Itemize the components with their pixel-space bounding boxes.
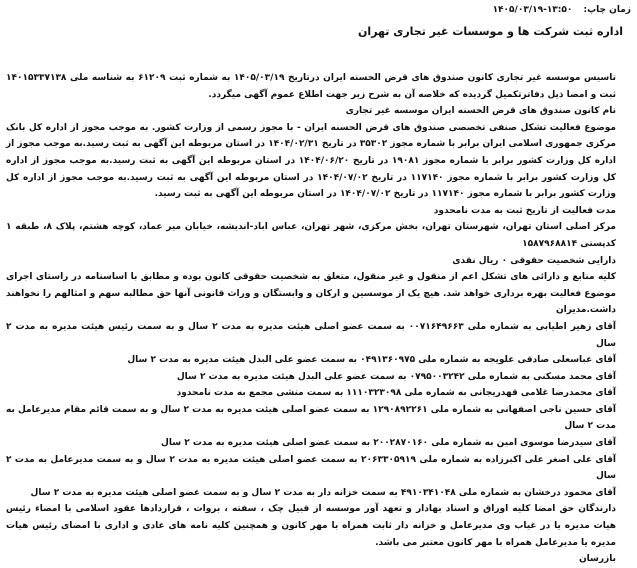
print-datetime: ۱۴۰۵/۰۳/۱۹-۱۳:۵۰ <box>492 5 573 15</box>
line-establishment: تاسیس موسسه غیر تجاری کانون صندوق های قرض الحسنه ایران درتاریخ ۱۴۰۵/۰۳/۱۹ به شماره ثبت ۶۱۲۰۹ به شناسه ملی ۱۴۰۱۵۳۳۷۱۳۸ ثبت و امضا ذیل دفاترتکمیل گردیده که خلاصه آن به شرح زیر جهت اطلاع عموم آگهی میگردد. <box>6 73 616 100</box>
line-manager-2: آقای عباسعلی صادقی علویجه به شماره ملی ۰۴۹۱۳۶۰۹۷۵ به سمت عضو علی البدل هیئت مدیره به مدت ۲ سال <box>127 355 616 366</box>
announcement-body <box>6 70 616 568</box>
line-head-office: مرکز اصلی استان تهران، شهرستان تهران، بخش مرکزی، شهر تهران، عباس اباد-اندیشه، خیابان میر عماد، کوچه هشتم، پلاک ۸، طبقه ۱ کدپستی ۱۵۸۷۹۶۸۸۱۴ <box>6 222 616 249</box>
line-inspectors: بازرسان <box>578 554 616 565</box>
office-title: اداره ثبت شرکت ها و موسسات غیر تجاری تهران <box>358 25 623 38</box>
line-name: نام کانون صندوق های قرض الحسنه ایران موسسه غیر تجاری <box>345 106 616 117</box>
line-manager-5: آقای حسین ناجی اصفهانی به شماره ملی ۱۲۹۰۸۹۲۲۶۱ به سمت عضو اصلی هیئت مدیره به مدت ۲ سال و به سمت قائم مقام مدیرعامل به مدت ۲ سال <box>6 404 616 432</box>
line-activity-subject: موضوع فعالیت تشکل صنفی تخصصی صندوق های قرض الحسنه ایران - با مجوز رسمی از وزارت کشور. به موجب مجوز از اداره کل بانک مرکزی جمهوری اسلامی ایران برابر با شماره مجوز ۳۵۳۰۲ در تاریخ ۱۴۰۴/۰۲/۳۱ در استان مربوطه این آگهی به ثبت رسید.به موجب مجوز از اداره کل وزارت کشور برابر با شماره مجوز ۱۹۰۸۱ در تاریخ ۱۴۰۴/۰۶/۲۰ در استان مربوطه این آگهی به ثبت رسید.به موجب مجوز از اداره کل وزارت کشور برابر با شماره مجوز ۱۱۷۱۴۰ در تاریخ ۱۴۰۴/۰۷/۰۲ در استان مربوطه این آگهی به ثبت رسید.به موجب مجوز از اداره کل وزارت کشور برابر با شماره مجوز ۱۱۷۱۴۰ در تاریخ ۱۴۰۴/۰۷/۰۲ در استان مربوطه این آگهی به ثبت رسید. <box>6 122 616 200</box>
line-manager-8: آقای محمود درخشان به شماره ملی ۴۹۱۰۳۴۱۰۴۸ به سمت خزانه دار به مدت ۲ سال و به سمت عضو اصلی هیئت مدیره به مدت ۲ سال <box>30 487 616 498</box>
line-manager-6: آقای سیدرضا موسوی امین به شماره ملی ۲۰۰۲۸۷۰۱۶۰ به سمت عضو اصلی هیئت مدیره به مدت ۲ سال <box>161 438 616 449</box>
line-manager-4: آقای محمدرضا غلامی قهدریجانی به شماره ملی ۱۱۱۰۳۲۳۰۹۸ به سمت منشی مجمع به مدت نامحدود <box>176 388 616 399</box>
line-manager-7: آقای علی اصغر علی اکبرزاده به شماره ملی ۲۰۶۳۳۰۵۹۱۹ به سمت عضو اصلی هیئت مدیره به مدت ۲ سال و به سمت مدیرعامل به مدت ۲ سال <box>6 454 617 482</box>
line-manager-1: آقای زهیر اطیابی به شماره ملی ۰۰۷۱۶۴۹۶۶۳ به سمت عضو اصلی هیئت مدیره به مدت ۲ سال و به سمت رئیس هیئت مدیره به مدت ۲ سال <box>6 321 616 349</box>
print-time-label: زمان چاپ: <box>583 5 631 15</box>
line-assets: دارایی شخصیت حقوقی ۰ ریال نقدی <box>452 255 616 266</box>
line-duration: مدت فعالیت از تاریخ ثبت به مدت نامحدود <box>433 205 616 216</box>
line-resources: کلیه منابع و دارائی های تشکل اعم از منقول و غیر منقول، متعلق به شخصیت حقوقی کانون بوده و مطابق با اساسنامه در راستای اجرای موضوع فعالیت بهره برداری خواهد شد. هیچ یک از موسسین و ارکان و وابستگان و وراث قانونی آنها حق مطالبه سهم و امثالهم را نخواهند داشت.مدیران <box>6 272 616 316</box>
line-signatories: دارندگان حق امضا کلیه اوراق و اسناد بهادار و تعهد آور موسسه از قبیل چک ، سفته ، بروات ، قراردادها عقود اسلامی با امضاء رئیس هیات مدیره یا در غیاب وی مدیرعامل و خزانه دار ثابت همراه با مهر کانون و همچنین کلیه نامه های عادی و اداری با امضای رئیس هیات مدیره یا مدیرعامل همراه با مهر کانون معتبر می باشد. <box>6 504 616 548</box>
print-time-header <box>331 4 631 17</box>
line-manager-3: آقای محمد مسکنی به شماره ملی ۰۷۹۵۰۰۳۲۴۲ به سمت عضو علی البدل هیئت مدیره به مدت ۲ سال <box>176 371 616 382</box>
